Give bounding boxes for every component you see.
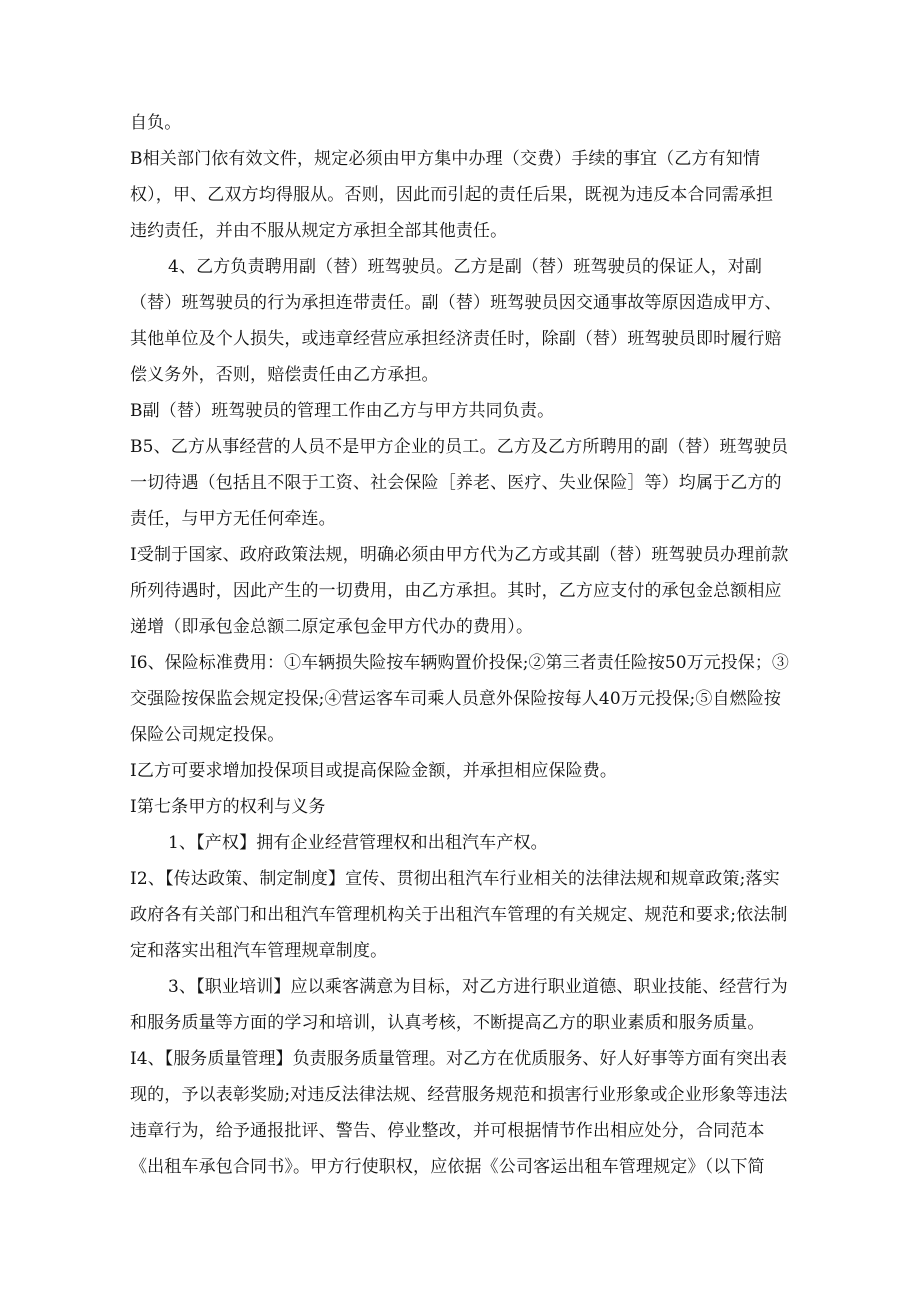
text-line: 现的，予以表彰奖励;对违反法律法规、经营服务规范和损害行业形象或企业形象等违法 [130, 1085, 788, 1105]
text-line: 定和落实出租汽车管理规章制度。 [130, 941, 388, 961]
text-line: 所列待遇时，因此产生的一切费用，由乙方承担。其时，乙方应支付的承包金总额相应 [130, 581, 782, 601]
text-line: 3、【职业培训】应以乘客满意为目标，对乙方进行职业道德、职业技能、经营行为 [168, 977, 788, 997]
text-line: 交强险按保监会规定投保;④营运客车司乘人员意外保险按每人40万元投保;⑤自燃险按 [130, 689, 782, 709]
text-line: I乙方可要求增加投保项目或提高保险金额，并承担相应保险费。 [130, 761, 618, 781]
text-line: 和服务质量等方面的学习和培训，认真考核，不断提高乙方的职业素质和服务质量。 [130, 1013, 765, 1033]
text-line: 责任，与甲方无任何牵连。 [130, 509, 336, 529]
text-line: 政府各有关部门和出租汽车管理机构关于出租汽车管理的有关规定、规范和要求;依法制 [130, 905, 788, 925]
text-line: 一切待遇（包括且不限于工资、社会保险［养老、医疗、失业保险］等）均属于乙方的 [130, 473, 782, 493]
text-line: 违章行为，给予通报批评、警告、停业整改，并可根据情节作出相应处分，合同范本 [130, 1121, 765, 1141]
text-line: B相关部门依有效文件，规定必须由甲方集中办理（交费）手续的事宜（乙方有知情 [130, 149, 761, 169]
text-line: （替）班驾驶员的行为承担连带责任。副（替）班驾驶员因交通事故等原因造成甲方、 [130, 293, 782, 313]
text-line: I受制于国家、政府政策法规，明确必须由甲方代为乙方或其副（替）班驾驶员办理前款 [130, 545, 789, 565]
text-line: 其他单位及个人损失，或违章经营应承担经济责任时，除副（替）班驾驶员即时履行赔 [130, 329, 782, 349]
section-heading: I第七条甲方的权利与义务 [130, 797, 326, 817]
text-line: 违约责任，并由不服从规定方承担全部其他责任。 [130, 221, 508, 241]
text-line: I6、保险标准费用：①车辆损失险按车辆购置价投保;②第三者责任险按50万元投保；③ [130, 653, 789, 673]
text-line: I2、【传达政策、制定制度】宣传、贯彻出租汽车行业相关的法律法规和规章政策;落实 [130, 869, 780, 889]
text-line: B副（替）班驾驶员的管理工作由乙方与甲方共同负责。 [130, 401, 555, 421]
text-line: 保险公司规定投保。 [130, 725, 285, 745]
text-line: 自负。 [130, 113, 182, 133]
text-line: I4、【服务质量管理】负责服务质量管理。对乙方在优质服务、好人好事等方面有突出表 [130, 1049, 788, 1069]
text-line: 偿义务外，否则，赔偿责任由乙方承担。 [130, 365, 439, 385]
text-line: 4、乙方负责聘用副（替）班驾驶员。乙方是副（替）班驾驶员的保证人，对副 [168, 257, 763, 277]
text-line: 1、【产权】拥有企业经营管理权和出租汽车产权。 [168, 833, 548, 853]
text-line: 权），甲、乙双方均得服从。否则，因此而引起的责任后果，既视为违反本合同需承担 [130, 185, 774, 205]
text-line: B5、乙方从事经营的人员不是甲方企业的员工。乙方及乙方所聘用的副（替）班驾驶员 [130, 437, 789, 457]
text-line: 递增（即承包金总额二原定承包金甲方代办的费用）。 [130, 617, 534, 637]
text-line: 《出租车承包合同书》。甲方行使职权，应依据《公司客运出租车管理规定》（以下简 [130, 1157, 765, 1177]
